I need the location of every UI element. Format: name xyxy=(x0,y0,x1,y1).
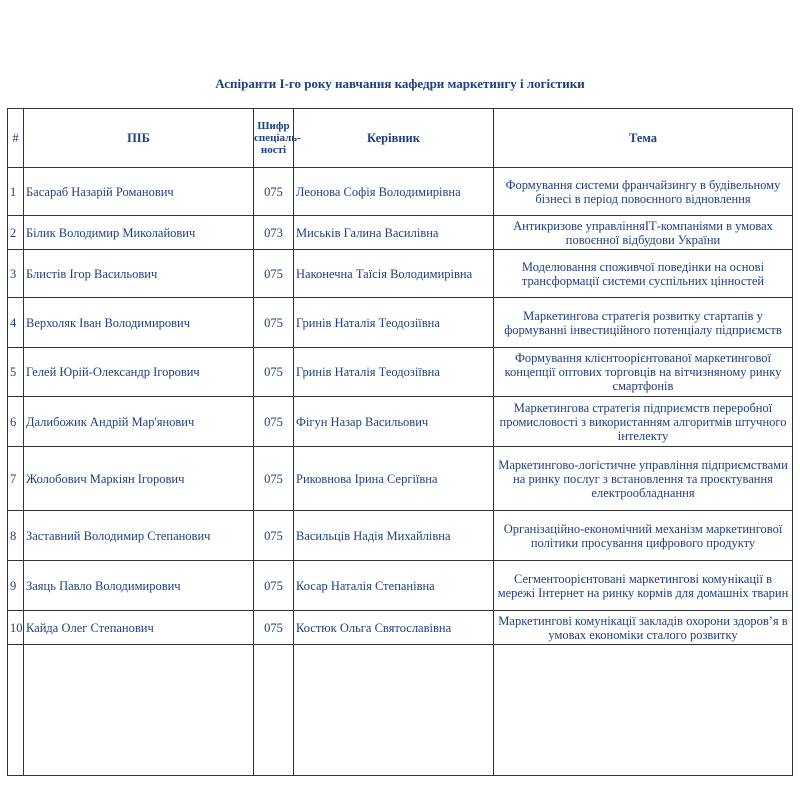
supervisor-name: Косар Наталія Степанівна xyxy=(294,561,494,611)
research-topic: Антикризове управлінняІТ-компаніями в умовах повоєнної відбудови України xyxy=(494,216,793,250)
table-row xyxy=(8,216,793,250)
research-topic: Формування системи франчайзингу в будівельному бізнесі в період повоєнного відновлення xyxy=(494,168,793,216)
supervisor-name: Гринів Наталія Теодозіївна xyxy=(294,298,494,348)
supervisor-name: Фігун Назар Васильович xyxy=(294,397,494,447)
empty-cell xyxy=(254,645,294,776)
row-num: 6 xyxy=(8,397,24,447)
supervisor-name: Гринів Наталія Теодозіївна xyxy=(294,348,494,397)
supervisor-name: Леонова Софія Володимирівна xyxy=(294,168,494,216)
table-row xyxy=(8,298,793,348)
student-name: Верхоляк Іван Володимирович xyxy=(24,298,254,348)
row-num: 9 xyxy=(8,561,24,611)
specialty-code: 075 xyxy=(254,561,294,611)
table-row xyxy=(8,397,793,447)
row-num: 3 xyxy=(8,250,24,298)
supervisor-name: Васильців Надія Михайлівна xyxy=(294,511,494,561)
specialty-code: 075 xyxy=(254,447,294,511)
table-row xyxy=(8,611,793,645)
row-num: 1 xyxy=(8,168,24,216)
student-name: Гелей Юрій-Олександр Ігорович xyxy=(24,348,254,397)
specialty-code: 075 xyxy=(254,168,294,216)
empty-cell xyxy=(24,645,254,776)
research-topic: Маркетингові комунікації закладів охорони здоров’я в умовах економіки сталого розвитку xyxy=(494,611,793,645)
header-topic: Тема xyxy=(494,109,793,168)
students-table xyxy=(7,108,793,776)
student-name: Блистів Ігор Васильович xyxy=(24,250,254,298)
table-row xyxy=(8,250,793,298)
row-num: 2 xyxy=(8,216,24,250)
research-topic: Організаційно-економічний механізм маркетингової політики просування цифрового продукту xyxy=(494,511,793,561)
specialty-code: 075 xyxy=(254,397,294,447)
student-name: Заставний Володимир Степанович xyxy=(24,511,254,561)
research-topic: Маркетингова стратегія розвитку стартапів у формуванні інвестиційного потенціалу підприємств xyxy=(494,298,793,348)
table-row xyxy=(8,561,793,611)
row-num: 5 xyxy=(8,348,24,397)
empty-row xyxy=(8,645,793,776)
supervisor-name: Миськів Галина Василівна xyxy=(294,216,494,250)
page-title: Аспіранти І-го року навчання кафедри маркетингу і логістики xyxy=(215,76,585,91)
specialty-code: 075 xyxy=(254,250,294,298)
table-header-row xyxy=(8,109,793,168)
empty-cell xyxy=(294,645,494,776)
empty-cell xyxy=(494,645,793,776)
student-name: Білик Володимир Миколайович xyxy=(24,216,254,250)
table-row xyxy=(8,447,793,511)
specialty-code: 073 xyxy=(254,216,294,250)
student-name: Заяць Павло Володимирович xyxy=(24,561,254,611)
supervisor-name: Риковнова Ірина Сергіївна xyxy=(294,447,494,511)
table-row xyxy=(8,168,793,216)
table-row xyxy=(8,348,793,397)
research-topic: Маркетингово-логістичне управління підприємствами на ринку послуг з встановлення та проєктування електрообладнання xyxy=(494,447,793,511)
student-name: Кайда Олег Степанович xyxy=(24,611,254,645)
row-num: 7 xyxy=(8,447,24,511)
header-supervisor: Керівник xyxy=(294,109,494,168)
specialty-code: 075 xyxy=(254,611,294,645)
student-name: Далибожик Андрій Мар'янович xyxy=(24,397,254,447)
student-name: Жолобович Маркіян Ігорович xyxy=(24,447,254,511)
empty-cell xyxy=(8,645,24,776)
supervisor-name: Костюк Ольга Святославівна xyxy=(294,611,494,645)
research-topic: Моделювання споживчої поведінки на основі трансформації системи суспільних цінностей xyxy=(494,250,793,298)
header-num: # xyxy=(8,109,24,168)
row-num: 8 xyxy=(8,511,24,561)
header-code: Шифр спеціаль-ності xyxy=(254,109,294,168)
research-topic: Формування клієнтоорієнтованої маркетингової концепції оптових торговців на вітчизняному ринку смартфонів xyxy=(494,348,793,397)
specialty-code: 075 xyxy=(254,348,294,397)
row-num: 10 xyxy=(8,611,24,645)
student-name: Басараб Назарій Романович xyxy=(24,168,254,216)
research-topic: Маркетингова стратегія підприємств переробної промисловості з використанням алгоритмів штучного інтелекту xyxy=(494,397,793,447)
table-row xyxy=(8,511,793,561)
research-topic: Сегментоорієнтовані маркетингові комунікації в мережі Інтернет на ринку кормів для домашніх тварин xyxy=(494,561,793,611)
header-name: ПІБ xyxy=(24,109,254,168)
specialty-code: 075 xyxy=(254,511,294,561)
row-num: 4 xyxy=(8,298,24,348)
specialty-code: 075 xyxy=(254,298,294,348)
supervisor-name: Наконечна Таїсія Володимирівна xyxy=(294,250,494,298)
